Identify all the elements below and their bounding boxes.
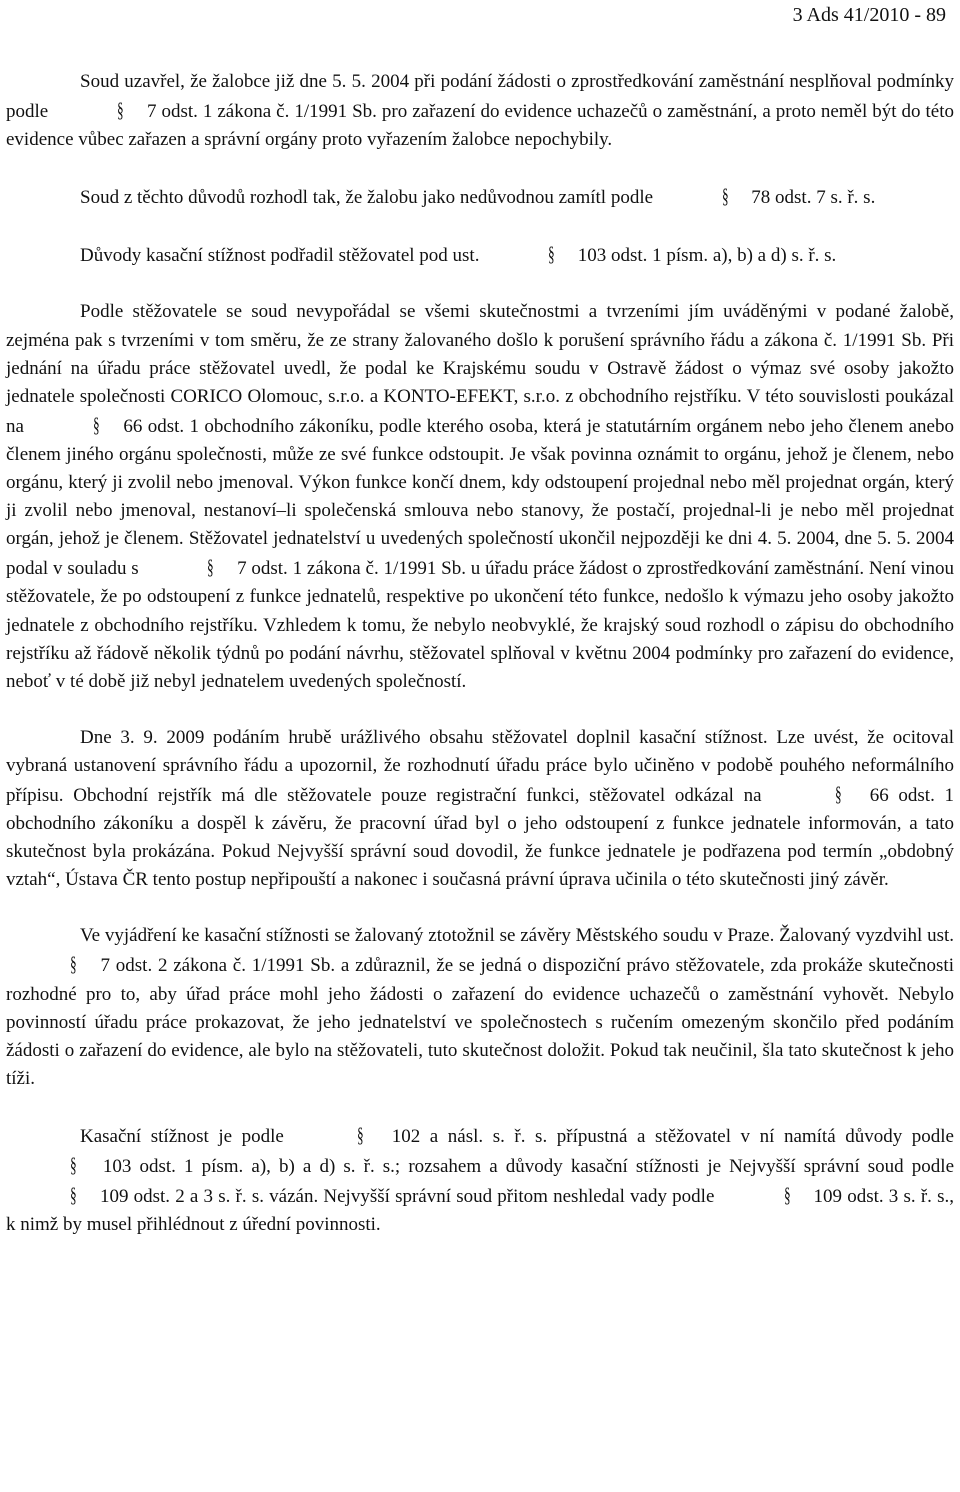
paragraph-7	[6, 1121, 954, 1239]
paragraph-1-text-a: Soud uzavřel, že žalobce již dne 5. 5. 2004 při podání žádosti o zprostředkování zaměstnání nesplňoval podmínky podle	[6, 71, 954, 123]
paragraph-2	[6, 182, 954, 212]
paragraph-6-text-b: 7 odst. 2 zákona č. 1/1991 Sb. a zdůraznil, že se jedná o dispoziční právo stěžovatele, zda prokáže skutečnosti rozhodné pro to, aby úřad práce mohl jeho žádosti o zařazení do evidence uchazečů o zaměstnání vyhovět. Nebylo povinností úřadu práce prokazovat, že jeho jednatelství ve společnostech s ručením omezeným skončilo před podáním žádosti o zařazení do evidence, ale bylo na stěžovateli, tuto skutečnost doložit. Pokud tak neučinil, šla tato skutečnost k jeho tíži.	[6, 955, 954, 1089]
section-sign-icon: §	[93, 412, 100, 437]
paragraph-4-text-b: 66 odst. 1 obchodního zákoníku, podle kterého osoba, která je statutárním orgánem nebo jeho členem anebo členem jiného orgánu společnosti, může ze své funkce odstoupit. Je však povinna oznámit to orgánu, jehož je členem, nebo orgánu, který ji zvolil nebo jmenoval. Výkon funkce končí dnem, kdy odstoupení projednal nebo měl projednat orgán, který ji zvolil nebo jmenoval, nestanoví–li společenská smlouva nebo stanovy, že postačí, projednal-li je nebo měl projednat orgán, jehož je členem. Stěžovatel jednatelství u uvedených společností ukončil nejpozději ke dni 4. 5. 2004, dne 5. 5. 2004 podal v souladu s	[6, 415, 954, 580]
paragraph-4-text-c: 7 odst. 1 zákona č. 1/1991 Sb. u úřadu práce žádost o zprostředkování zaměstnání. Není vinou stěžovatele, že po odstoupení z funkce jednatelů, respektive po ukončení této funkce, nedošlo k výmazu jeho osoby jakožto jednatele z obchodního rejstříku. Vzhledem k tomu, že nebylo neobvyklé, že krajský soud rozhodl o zápisu do obchodního rejstříku až řádově několik týdnů po podání návrhu, stěžovatel splňoval v květnu 2004 podmínky pro zařazení do evidence, neboť v té době již nebyl jednatelem uvedených společností.	[6, 558, 955, 692]
paragraph-7-text-d: 109 odst. 2 a 3 s. ř. s. vázán. Nejvyšší správní soud přitom neshledal vady podle	[99, 1186, 715, 1208]
paragraph-3-text-a: Důvody kasační stížnost podřadil stěžovatel pod ust.	[80, 245, 480, 267]
paragraph-7-text-b: 102 a násl. s. ř. s. přípustná a stěžovatel v ní namítá důvody podle	[391, 1125, 954, 1147]
paragraph-2-text-a: Soud z těchto důvodů rozhodl tak, že žalobu jako nedůvodnou zamítl podle	[80, 187, 654, 209]
section-sign-icon: §	[117, 98, 124, 123]
section-sign-icon: §	[783, 1183, 791, 1208]
paragraph-7-text-e: 109 odst. 3 s. ř. s., k nimž by musel přihlédnout z úřední povinnosti.	[6, 1186, 954, 1236]
section-sign-icon: §	[548, 242, 555, 267]
paragraph-5	[6, 724, 954, 895]
paragraph-3-text-b: 103 odst. 1 písm. a), b) a d) s. ř. s.	[577, 245, 837, 267]
section-sign-icon: §	[69, 952, 77, 977]
case-reference: 3 Ads 41/2010 - 89	[792, 4, 946, 26]
paragraph-6-text-a: Ve vyjádření ke kasační stížnosti se žalovaný ztotožnil se závěry Městského soudu v Praze. Žalovaný vyzdvihl ust.	[80, 925, 954, 947]
section-sign-icon: §	[69, 1183, 77, 1208]
paragraph-5-text-a: Dne 3. 9. 2009 podáním hrubě urážlivého obsahu stěžovatel doplnil kasační stížnost. Lze uvést, že ocitoval vybraná ustanovení správního řádu a upozornil, že rozhodnutí úřadu práce bylo učiněno v podobě pouhého neformálního přípisu. Obchodní rejstřík má dle stěžovatele pouze registrační funkci, stěžovatel odkázal na	[6, 726, 954, 806]
document-body	[6, 68, 954, 1239]
paragraph-4	[6, 298, 954, 695]
paragraph-5-text-b: 66 odst. 1 obchodního zákoníku a dospěl k závěru, že pracovní úřad byl o jeho odstoupení z funkce jednatele informován, a tato skutečnost byla prokázána. Pokud Nejvyšší správní soud dovodil, že funkce jednatele je podřazena pod termín „obdobný vztah“, Ústava ČR tento postup nepřipouští a nakonec i současná právní úprava učinila o této skutečnosti jiný závěr.	[6, 784, 955, 891]
paragraph-6	[6, 922, 954, 1093]
section-sign-icon: §	[357, 1122, 365, 1147]
paragraph-7-text-a: Kasační stížnost je podle	[80, 1125, 284, 1147]
paragraph-4-text-a: Podle stěžovatele se soud nevypořádal se všemi skutečnostmi a tvrzeními jím uváděnými v podané žalobě, zejména pak s tvrzeními v tom směru, že ze strany žalovaného došlo k porušení správního řádu a zákona č. 1/1991 Sb. Při jednání na úřadu práce stěžovatel uvedl, že podal ke Krajskému soudu v Ostravě žádost o výmaz své osoby jakožto jednatele společnosti CORICO Olomouc, s.r.o. a KONTO-EFEKT, s.r.o. z obchodního rejstříku. V této souvislosti poukázal na	[6, 301, 954, 437]
section-sign-icon: §	[721, 184, 729, 209]
paragraph-1-text-b: 7 odst. 1 zákona č. 1/1991 Sb. pro zařazení do evidence uchazečů o zaměstnání, a proto neměl být do této evidence vůbec zařazen a správní orgány proto vyřazením žalobce nepochybily.	[6, 101, 955, 151]
section-sign-icon: §	[207, 555, 215, 580]
section-sign-icon: §	[69, 1153, 77, 1177]
paragraph-1	[6, 68, 954, 154]
paragraph-3	[6, 240, 954, 270]
section-sign-icon: §	[835, 781, 842, 806]
paragraph-7-text-c: 103 odst. 1 písm. a), b) a d) s. ř. s.; rozsahem a důvody kasační stížnosti je Nejvyšší správní soud podle	[102, 1156, 954, 1177]
paragraph-2-text-b: 78 odst. 7 s. ř. s.	[751, 187, 876, 209]
